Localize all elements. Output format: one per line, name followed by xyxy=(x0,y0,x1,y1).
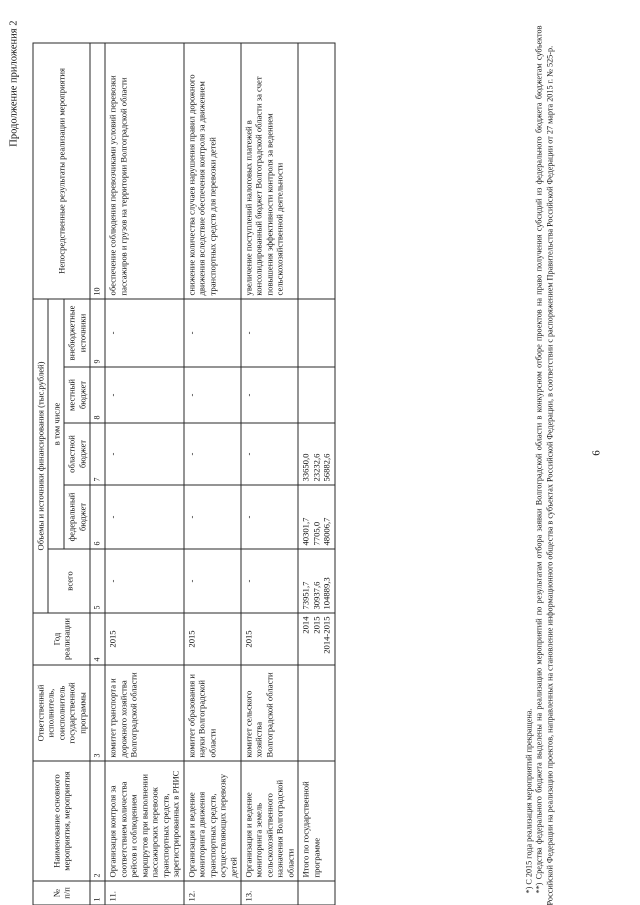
totals-total-value: 73951,7 xyxy=(300,581,311,609)
row-local: - xyxy=(105,367,183,423)
header-including: в том числе xyxy=(48,298,64,548)
totals-years xyxy=(298,613,334,665)
row-local: - xyxy=(183,367,240,423)
header-federal: федеральный бюджет xyxy=(64,485,90,549)
totals-regional-value: 23232,6 xyxy=(310,453,321,481)
row-year: 2015 xyxy=(105,613,183,665)
footnotes xyxy=(524,25,555,905)
table-row xyxy=(183,42,240,904)
table-row xyxy=(105,42,183,904)
row-year: 2015 xyxy=(183,613,240,665)
totals-year: 2014-2015 xyxy=(321,616,332,654)
row-extrabudget: - xyxy=(183,298,240,366)
totals-total-value: 104889,3 xyxy=(321,576,332,609)
totals-total-value: 30937,6 xyxy=(310,581,321,609)
header-extrabudget: внебюджетные источники xyxy=(64,298,90,366)
row-result: снижение количества случаев нарушения правил дорожного движения вследствие обеспечения контроля за движением транспортных средств для перевозки детей xyxy=(183,42,240,298)
col-index: 5 xyxy=(90,549,105,613)
row-num: 11. xyxy=(105,881,183,905)
row-num: 13. xyxy=(240,881,297,905)
table-row xyxy=(240,42,297,904)
row-local: - xyxy=(240,367,297,423)
col-index: 7 xyxy=(90,423,105,485)
row-federal: - xyxy=(183,485,240,549)
row-regional: - xyxy=(240,423,297,485)
totals-year: 2015 xyxy=(310,616,321,634)
row-federal: - xyxy=(240,485,297,549)
row-year: 2015 xyxy=(240,613,297,665)
row-name: Организация и ведение мониторинга земель сельскохозяйственного назначения Волгоградской области xyxy=(240,761,297,881)
totals-regional-value: 56882,6 xyxy=(321,453,332,481)
funding-table xyxy=(32,42,335,905)
header-responsible: Ответственный исполнитель, соисполнитель государственной программы xyxy=(33,665,90,761)
totals-federal-value: 48006,7 xyxy=(321,517,332,545)
row-extrabudget: - xyxy=(105,298,183,366)
row-name: Организация и ведение мониторинга движения транспортных средств, осуществляющих перевозку детей xyxy=(183,761,240,881)
col-index: 8 xyxy=(90,367,105,423)
row-total: - xyxy=(105,549,183,613)
row-extrabudget: - xyxy=(240,298,297,366)
totals-year: 2014 xyxy=(300,616,311,634)
page-number: 6 xyxy=(590,449,602,456)
row-result: обеспечение соблюдения перевозчиками условий перевозки пассажиров и грузов на территории Волгоградской области xyxy=(105,42,183,298)
row-regional: - xyxy=(183,423,240,485)
header-total: всего xyxy=(48,549,90,613)
totals-federal-value: 7705,0 xyxy=(310,521,321,545)
row-responsible: комитет транспорта и дорожного хозяйства Волгоградской области xyxy=(105,665,183,761)
footnote: *) С 2015 года реализация мероприятий прекращена. xyxy=(524,708,533,893)
row-total: - xyxy=(183,549,240,613)
col-index: 1 xyxy=(90,881,105,905)
totals-federal xyxy=(298,485,334,549)
header-results: Непосредственные результаты реализации мероприятия xyxy=(33,42,90,298)
header-local: местный бюджет xyxy=(64,367,90,423)
col-index: 10 xyxy=(90,42,105,298)
row-regional: - xyxy=(105,423,183,485)
col-index: 9 xyxy=(90,298,105,366)
col-index: 4 xyxy=(90,613,105,665)
header-regional: областной бюджет xyxy=(64,423,90,485)
footnote: **) Средства федерального бюджета выделены на реализацию мероприятий по результатам отбора заявки Волгоградской области в конкурсном отборе проектов на право получения субсидий из федерального бюджета бюджетам субъектов Российской Федерации на реализацию проектов, направленных на становление информационного общества в субъектах Российской Федерации, в соответствии с распоряжением Правительства Российской Федерации от 27 марта 2015 г. № 525-р. xyxy=(534,25,554,905)
totals-regional-value: 33650,0 xyxy=(300,453,311,481)
totals-label: Итого по государственной программе xyxy=(298,761,334,881)
appendix-label: Продолжение приложения 2 xyxy=(8,20,19,147)
totals-federal-value: 40301,7 xyxy=(300,517,311,545)
totals-regional xyxy=(298,423,334,485)
header-year: Год реализации xyxy=(33,613,90,665)
header-num: № п/п xyxy=(33,881,90,905)
row-total: - xyxy=(240,549,297,613)
col-index: 6 xyxy=(90,485,105,549)
col-index: 3 xyxy=(90,665,105,761)
header-name: Наименование основного мероприятия, мероприятия xyxy=(33,761,90,881)
totals-total xyxy=(298,549,334,613)
column-index-row xyxy=(90,42,105,904)
row-name: Организация контроля за соответствием количества рейсов и соблюдением маршрутов при выполнении пассажирских перевозок транспортных средств, зарегистрированных в РНИС xyxy=(105,761,183,881)
row-responsible: комитет образования и науки Волгоградской области xyxy=(183,665,240,761)
row-federal: - xyxy=(105,485,183,549)
totals-row xyxy=(298,42,334,904)
col-index: 2 xyxy=(90,761,105,881)
header-funding: Объемы и источники финансирования (тыс.рублей) xyxy=(33,298,48,612)
row-num: 12. xyxy=(183,881,240,905)
row-result: увеличение поступлений налоговых платежей в консолидированный бюджет Волгоградской области за счет повышения эффективности контроля за ведением сельскохозяйственной деятельности xyxy=(240,42,297,298)
row-responsible: комитет сельского хозяйства Волгоградской области xyxy=(240,665,297,761)
